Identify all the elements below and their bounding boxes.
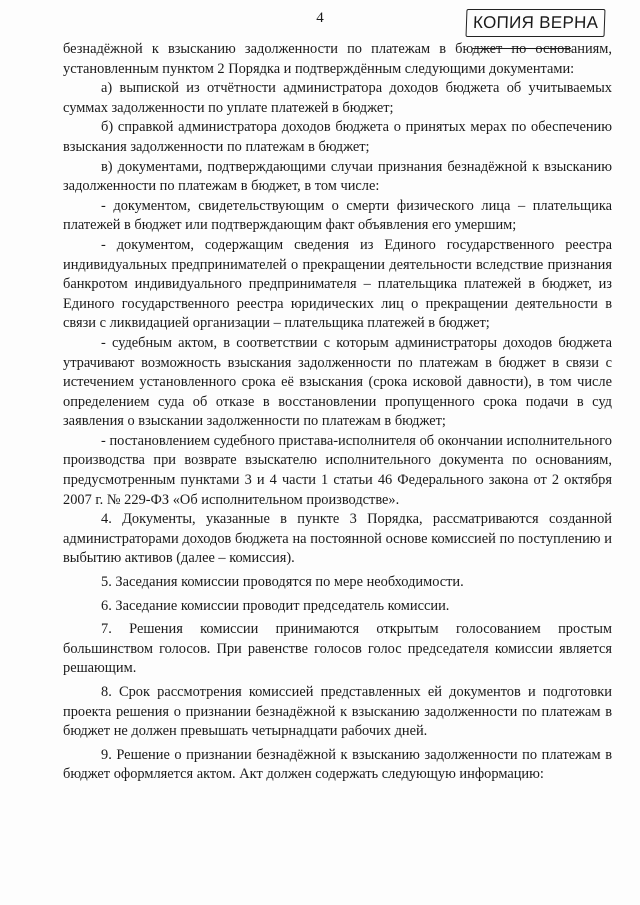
paragraph-item-a: а) выпиской из отчётности администратора доходов бюджета об учитываемых суммах задолженности по уплате платежей в бюджет;	[63, 80, 612, 116]
page-number: 4	[316, 10, 324, 26]
paragraph-point-5: 5. Заседания комиссии проводятся по мере необходимости.	[101, 574, 464, 591]
paragraph-point-8: 8. Срок рассмотрения комиссией представленных ей документов и подготовки проекта решения о признании безнадёжной к взысканию задолженности по платежам в бюджет не должен превышать четырнадцати рабочих дней.	[63, 684, 612, 740]
paragraph-item-b: б) справкой администратора доходов бюджета о принятых мерах по обеспечению взыскания задолженности по платежам в бюджет;	[63, 119, 612, 155]
paragraph-point-4: 4. Документы, указанные в пункте 3 Порядка, рассматриваются созданной администраторами доходов бюджета на постоянной основе комиссией по поступлению и выбытию активов (далее – комиссия).	[63, 511, 612, 567]
paragraph-item-v: в) документами, подтверждающими случаи признания безнадёжной к взысканию задолженности по платежам в бюджет, в том числе:	[63, 158, 612, 195]
paragraph-text-start: безнадёжной к взысканию задолженности по платежам в бю	[63, 41, 473, 57]
paragraph-text-end: аниям, установленным пунктом 2 Порядка и подтверждённым следующими документами:	[63, 41, 612, 77]
paragraph-bailiff-resolution: - постановлением судебного пристава-исполнителя об окончании исполнительного производства при возврате взыскателю исполнительного документа по основаниям, предусмотренным пунктами 3 и 4 части 1 статьи 46 Федерального закона от 2 октября 2007 г. № 229-ФЗ «Об исполнительном производстве».	[63, 432, 612, 508]
paragraph-point-9: 9. Решение о признании безнадёжной к взысканию задолженности по платежам в бюджет оформляется актом. Акт должен содержать следующую информацию:	[63, 746, 612, 783]
paragraph-death-document: - документом, свидетельствующим о смерти физического лица – плательщика платежей в бюджет или подтверждающим факт объявления его умершим;	[63, 197, 612, 234]
paragraph-court-act: - судебным актом, в соответствии с которым администраторы доходов бюджета утрачивают возможность взыскания задолженности по платежам в бюджет в связи с истечением установленного срока её взыскания (срока исковой давности), в том числе определением суда об отказе в восстановлении пропущенного срока подачи в суд заявления о взыскании задолженности по платежам в бюджет;	[63, 334, 612, 430]
paragraph-registry-document: - документом, содержащим сведения из Единого государственного реестра индивидуальных предпринимателей о прекращении деятельности вследствие признания банкротом индивидуального предпринимателя – плательщика платежей в бюджет, из Единого государственного реестра юридических лиц о прекращении деятельности в связи с ликвидацией организации – плательщика платежей в бюджет;	[63, 236, 612, 332]
document-body	[63, 40, 612, 785]
paragraph-point-6: 6. Заседание комиссии проводит председатель комиссии.	[101, 597, 450, 614]
paragraph-point-7: 7. Решения комиссии принимаются открытым голосованием простым большинством голосов. При равенстве голосов голос председателя комиссии является решающим.	[63, 621, 612, 677]
struck-text: джет по основ	[472, 41, 571, 57]
paragraph-continuation	[63, 40, 612, 79]
copy-certified-stamp: КОПИЯ ВЕРНА	[466, 9, 606, 37]
